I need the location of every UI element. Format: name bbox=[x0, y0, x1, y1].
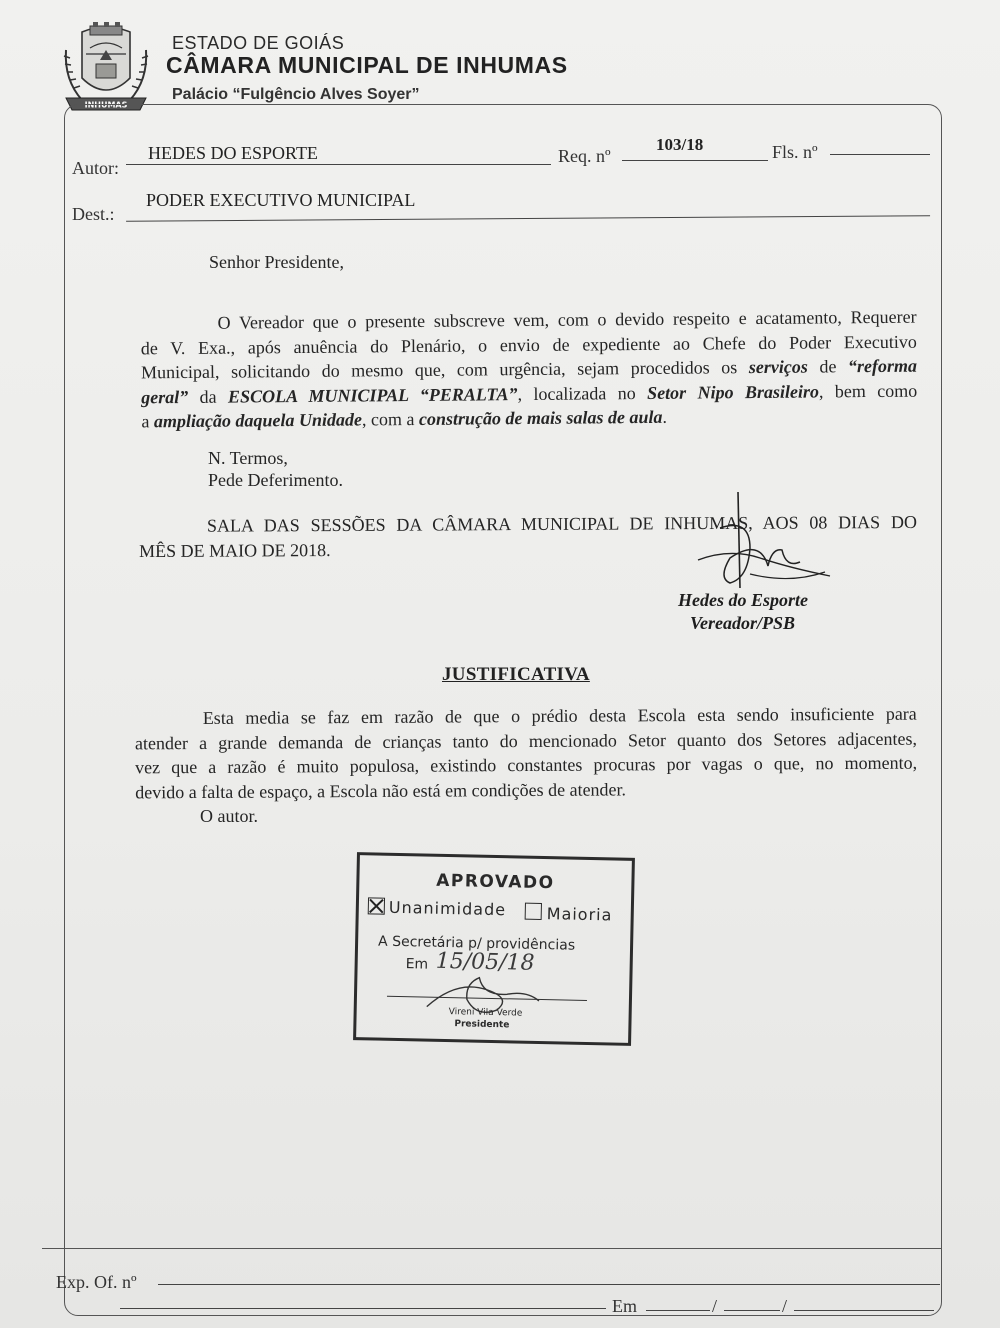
date-sep-2: / bbox=[782, 1296, 788, 1316]
text-run: , bem como bbox=[818, 380, 918, 401]
date-day-underline bbox=[646, 1302, 710, 1311]
justification-heading: JUSTIFICATIVA bbox=[442, 664, 590, 685]
emphasis-escola: ESCOLA MUNICIPAL “PERALTA” bbox=[227, 383, 518, 407]
text-run: da bbox=[188, 386, 229, 407]
dest-value: PODER EXECUTIVO MUNICIPAL bbox=[146, 190, 416, 210]
stamp-title: APROVADO bbox=[435, 870, 555, 894]
text-run: Municipal, solicitando do mesmo que, com urgência, sejam procedidos os bbox=[140, 357, 749, 383]
justification-paragraph bbox=[135, 702, 918, 805]
autor-label: Autor: bbox=[72, 158, 119, 178]
fls-label: Fls. nº bbox=[772, 142, 818, 162]
date-year-underline bbox=[794, 1302, 934, 1311]
handwritten-signature-icon bbox=[690, 488, 840, 598]
text-run: . bbox=[662, 406, 668, 427]
session-line1: SALA DAS SESSÕES DA CÂMARA MUNICIPAL DE INHUMAS, AOS 08 DIAS DO bbox=[206, 511, 917, 536]
para1-line2: de V. Exa., após anuência do Plenário, o envio de expediente ao Chefe do Poder Executivo bbox=[140, 331, 917, 358]
justification-line3: vez que a razão é muito populosa, existindo constantes procuras por vagas o que, no momento, bbox=[135, 752, 918, 778]
footer-divider bbox=[42, 1248, 942, 1249]
emphasis-construcao: construção de mais salas de aula bbox=[418, 406, 663, 429]
justification-line2: atender a grande demanda de crianças tanto do mencionado Setor quanto dos Setores adjacentes, bbox=[134, 728, 917, 753]
text-run: de bbox=[807, 356, 849, 377]
date-month-underline bbox=[724, 1302, 780, 1311]
text-run: , localizada no bbox=[517, 382, 648, 404]
stamp-instruction: A Secretária p/ providências bbox=[377, 933, 576, 954]
session-line2: MÊS DE MAIO DE 2018. bbox=[139, 539, 331, 561]
para1-line1: O Vereador que o presente subscreve vem, com o devido respeito e acatamento, Requerer bbox=[217, 306, 917, 333]
stamp-em-label: Em bbox=[405, 956, 429, 973]
approval-stamp bbox=[353, 852, 635, 1046]
req-value: 103/18 bbox=[656, 135, 704, 154]
emphasis-geral: geral” bbox=[141, 386, 189, 407]
header-state: ESTADO DE GOIÁS bbox=[172, 33, 345, 53]
justification-line1: Esta media se faz em razão de que o prédio desta Escola esta sendo insuficiente para bbox=[202, 703, 917, 728]
header-chamber: CÂMARA MUNICIPAL DE INHUMAS bbox=[166, 52, 568, 78]
fls-underline bbox=[830, 134, 930, 155]
exp-label: Exp. Of. nº bbox=[56, 1272, 137, 1292]
closing-line2: Pede Deferimento. bbox=[208, 470, 343, 490]
justification-line4: devido a falta de espaço, a Escola não está em condições de atender. bbox=[135, 778, 627, 802]
closing-line1: N. Termos, bbox=[208, 448, 288, 468]
stamp-date: 15/05/18 bbox=[435, 948, 535, 976]
majority-checkbox bbox=[525, 903, 542, 920]
emphasis-setor: Setor Nipo Brasileiro bbox=[647, 380, 820, 403]
unanimity-checkbox bbox=[368, 897, 385, 914]
text-run: , com a bbox=[361, 408, 420, 430]
signer-name: Hedes do Esporte bbox=[678, 590, 808, 610]
header-palace: Palácio “Fulgêncio Alves Soyer” bbox=[172, 86, 420, 103]
stamp-signer: Vireni Vila Verde bbox=[448, 1007, 523, 1019]
exp-underline bbox=[158, 1276, 940, 1285]
dest-label: Dest.: bbox=[72, 204, 115, 224]
checkmark-icon bbox=[369, 898, 384, 913]
author-line: O autor. bbox=[200, 806, 258, 826]
footer-em-label: Em bbox=[612, 1296, 637, 1316]
stamp-signer-role: Presidente bbox=[454, 1019, 510, 1031]
text-run: a bbox=[141, 411, 155, 432]
crest-banner-text: INHUMAS bbox=[84, 100, 128, 110]
signer-role: Vereador/PSB bbox=[690, 613, 796, 633]
emphasis-reforma: “reforma bbox=[847, 355, 918, 377]
salutation: Senhor Presidente, bbox=[209, 252, 344, 272]
unanimity-label: Unanimidade bbox=[388, 897, 507, 920]
req-label: Req. nº bbox=[558, 146, 611, 166]
emphasis-ampliacao: ampliação daquela Unidade bbox=[153, 409, 363, 432]
autor-value: HEDES DO ESPORTE bbox=[148, 143, 318, 163]
date-sep-1: / bbox=[712, 1296, 718, 1316]
emphasis-services: serviços bbox=[748, 356, 808, 378]
main-paragraph bbox=[140, 305, 917, 434]
majority-label: Maioria bbox=[546, 904, 613, 925]
em-prefix-underline bbox=[120, 1300, 606, 1309]
